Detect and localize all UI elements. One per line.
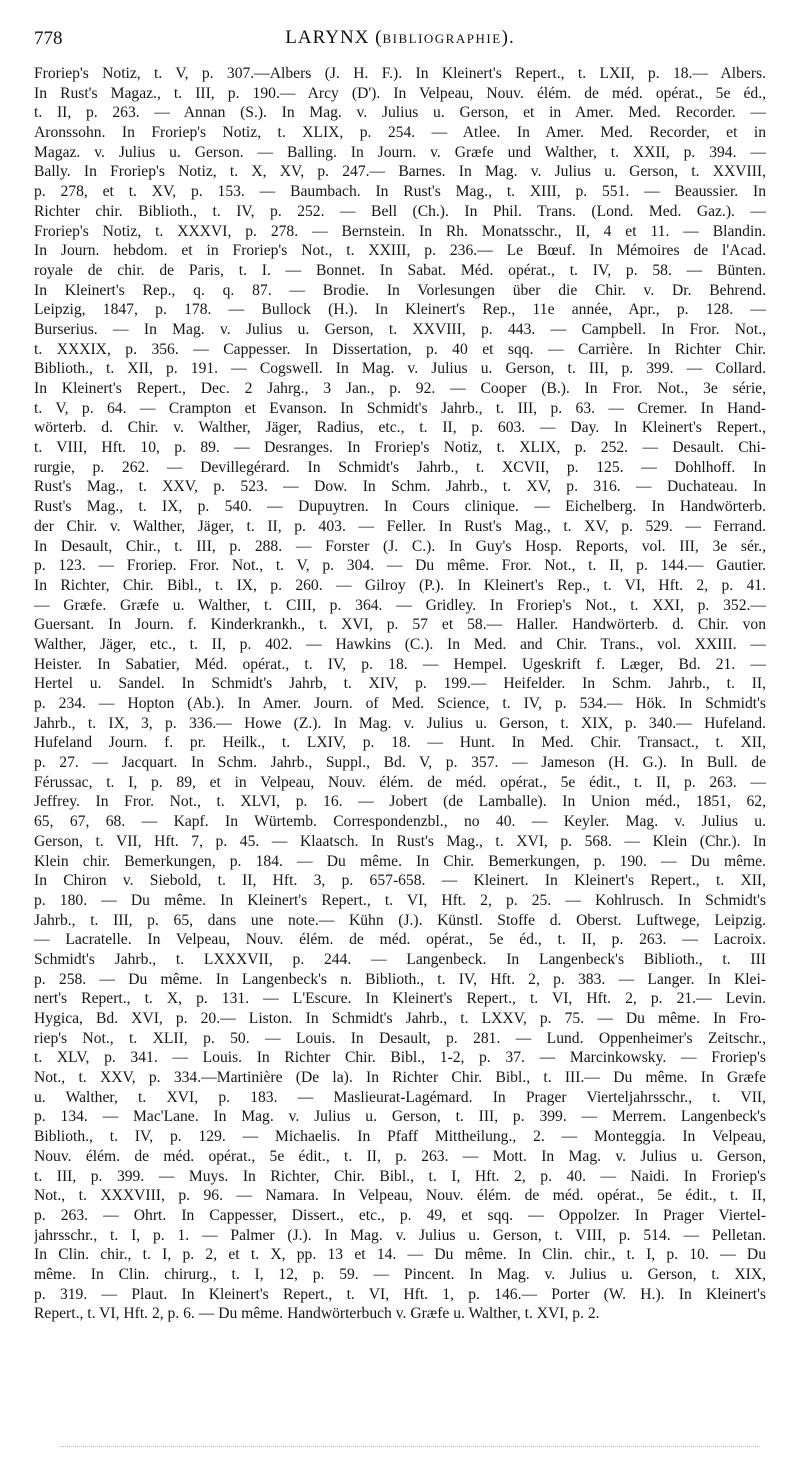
- text-line: In Rust's Magaz., t. III, p. 190.— Arcy (D'). In Velpeau, Nouv. élém. de méd. opérat., 5e éd.,: [34, 84, 766, 102]
- text-line: p. 180. — Du même. In Kleinert's Repert., t. VI, Hft. 2, p. 25. — Kohlrusch. In Schmidt's: [34, 891, 766, 909]
- text-line: Klein chir. Bemerkungen, p. 184. — Du même. In Chir. Bemerkungen, p. 190. — Du même.: [34, 852, 766, 870]
- running-title-end: ).: [501, 27, 515, 48]
- text-line: Hygica, Bd. XVI, p. 20.— Liston. In Schmidt's Jahrb., t. LXXV, p. 75. — Du même. In Fro-: [34, 1010, 766, 1027]
- text-line: Schmidt's Jahrb., t. LXXXVII, p. 244. — Langenbeck. In Langenbeck's Biblioth., t. III: [34, 950, 766, 968]
- text-line: Férussac, t. I, p. 89, et in Velpeau, Nouv. élém. de méd. opérat., 5e édit., t. II, p. 263. —: [34, 773, 766, 791]
- page-number: 778: [34, 28, 63, 49]
- text-line: t. XLV, p. 341. — Louis. In Richter Chir. Bibl., 1-2, p. 37. — Marcinkowsky. — Froriep's: [34, 1049, 766, 1067]
- text-line: In Chiron v. Siebold, t. II, Hft. 3, p. 657-658. — Kleinert. In Kleinert's Repert., t. XII,: [34, 872, 766, 890]
- text-line: wörterb. d. Chir. v. Walther, Jäger, Radius, etc., t. II, p. 603. — Day. In Kleinert's Repert.,: [34, 419, 766, 437]
- text-line: Hufeland Journ. f. pr. Heilk., t. LXIV, p. 18. — Hunt. In Med. Chir. Transact., t. XII,: [34, 734, 766, 752]
- text-line: Jahrb., t. IX, 3, p. 336.— Howe (Z.). In Mag. v. Julius u. Gerson, t. XIX, p. 340.— Hufeland.: [34, 714, 766, 732]
- page-header: [34, 24, 766, 54]
- text-line: In Journ. hebdom. et in Froriep's Not., t. XXIII, p. 236.— Le Bœuf. In Mémoires de l'Acad.: [34, 242, 766, 260]
- text-line: In Clin. chir., t. I, p. 2, et t. X, pp. 13 et 14. — Du même. In Clin. chir., t. I, p. 10. — Du: [34, 1246, 766, 1264]
- text-line: In Desault, Chir., t. III, p. 288. — Forster (J. C.). In Guy's Hosp. Reports, vol. III, 3e sér.,: [34, 537, 766, 555]
- text-line: Hertel u. Sandel. In Schmidt's Jahrb, t. XIV, p. 199.— Heifelder. In Schm. Jahrb., t. II,: [34, 675, 766, 693]
- text-line: p. 134. — Mac'Lane. In Mag. v. Julius u. Gerson, t. III, p. 399. — Merrem. Langenbeck's: [34, 1108, 766, 1126]
- text-line: même. In Clin. chirurg., t. I, 12, p. 59. — Pincent. In Mag. v. Julius u. Gerson, t. XIX,: [34, 1265, 766, 1283]
- running-title-subtitle: BIBLIOGRAPHIE: [382, 31, 502, 46]
- text-line: Burserius. — In Mag. v. Julius u. Gerson, t. XXVIII, p. 443. — Campbell. In Fror. Not.,: [34, 320, 766, 338]
- text-line: t. VIII, Hft. 10, p. 89. — Desranges. In Froriep's Notiz, t. XLIX, p. 252. — Desault. Chi-: [34, 439, 766, 457]
- text-line: Rust's Mag., t. IX, p. 540. — Dupuytren. In Cours clinique. — Eichelberg. In Handwörterb.: [34, 498, 766, 516]
- text-line: Magaz. v. Julius u. Gerson. — Balling. In Journ. v. Græfe und Walther, t. XXII, p. 394. —: [34, 143, 766, 161]
- text-line: In Kleinert's Rep., q. q. 87. — Brodie. In Vorlesungen über die Chir. v. Dr. Behrend.: [34, 281, 766, 299]
- text-line: Biblioth., t. XII, p. 191. — Cogswell. In Mag. v. Julius u. Gerson, t. III, p. 399. — Collard.: [34, 360, 766, 378]
- text-line: rurgie, p. 262. — Devillegérard. In Schmidt's Jahrb., t. XCVII, p. 125. — Dohlhoff. In: [34, 458, 766, 476]
- text-line: p. 319. — Plaut. In Kleinert's Repert., t. VI, Hft. 1, p. 146.— Porter (W. H.). In Kleinert's: [34, 1285, 766, 1303]
- text-line: Walther, Jäger, etc., t. II, p. 402. — Hawkins (C.). In Med. and Chir. Trans., vol. XXIII. —: [34, 635, 766, 653]
- text-line: 65, 67, 68. — Kapf. In Würtemb. Correspondenzbl., no 40. — Keyler. Mag. v. Julius u.: [34, 813, 766, 831]
- text-line: Nouv. élém. de méd. opérat., 5e édit., t. II, p. 263. — Mott. In Mag. v. Julius u. Gerson,: [34, 1147, 766, 1165]
- text-line: — Græfe. Græfe u. Walther, t. CIII, p. 364. — Gridley. In Froriep's Not., t. XXI, p. 352.—: [34, 596, 766, 614]
- text-line: Richter chir. Biblioth., t. IV, p. 252. — Bell (Ch.). In Phil. Trans. (Lond. Med. Gaz.). —: [34, 202, 766, 220]
- running-title-main: LARYNX (: [285, 27, 383, 48]
- text-line: p. 278, et t. XV, p. 153. — Baumbach. In Rust's Mag., t. XIII, p. 551. — Beaussier. In: [34, 183, 766, 201]
- bibliography-text: [34, 64, 766, 1324]
- text-line: t. II, p. 263. — Annan (S.). In Mag. v. Julius u. Gerson, et in Amer. Med. Recorder. —: [34, 104, 766, 122]
- text-line: Rust's Mag., t. XXV, p. 523. — Dow. In Schm. Jahrb., t. XV, p. 316. — Duchateau. In: [34, 478, 766, 496]
- text-line: In Kleinert's Repert., Dec. 2 Jahrg., 3 Jan., p. 92. — Cooper (B.). In Fror. Not., 3e série,: [34, 380, 766, 397]
- text-line: p. 234. — Hopton (Ab.). In Amer. Journ. of Med. Science, t. IV, p. 534.— Hök. In Schmidt's: [34, 695, 766, 712]
- text-line: — Lacratelle. In Velpeau, Nouv. élém. de méd. opérat., 5e éd., t. II, p. 263. — Lacroix.: [34, 931, 766, 949]
- text-line: p. 123. — Froriep. Fror. Not., t. V, p. 304. — Du même. Fror. Not., t. II, p. 144.— Gautier.: [34, 557, 766, 575]
- text-line: Bally. In Froriep's Notiz, t. X, XV, p. 247.— Barnes. In Mag. v. Julius u. Gerson, t. XXVIII,: [34, 163, 766, 181]
- text-line: t. XXXIX, p. 356. — Cappesser. In Dissertation, p. 40 et sqq. — Carrière. In Richter Chir.: [34, 340, 766, 358]
- text-line: Repert., t. VI, Hft. 2, p. 6. — Du même. Handwörterbuch v. Græfe u. Walther, t. XVI, p. 2.: [34, 1305, 600, 1323]
- text-line: nert's Repert., t. X, p. 131. — L'Escure. In Kleinert's Repert., t. VI, Hft. 2, p. 21.— Levin.: [34, 990, 766, 1008]
- text-line: der Chir. v. Walther, Jäger, t. II, p. 403. — Feller. In Rust's Mag., t. XV, p. 529. — Ferrand.: [34, 517, 766, 535]
- text-line: Jahrb., t. III, p. 65, dans une note.— Kühn (J.). Künstl. Stoffe d. Oberst. Luftwege, Leipzig.: [34, 911, 766, 929]
- text-line: t. V, p. 64. — Crampton et Evanson. In Schmidt's Jahrb., t. III, p. 63. — Cremer. In Hand-: [34, 399, 766, 417]
- text-line: p. 258. — Du même. In Langenbeck's n. Biblioth., t. IV, Hft. 2, p. 383. — Langer. In Klei-: [34, 970, 766, 988]
- bottom-rule: [60, 1446, 760, 1447]
- text-line: Froriep's Notiz, t. V, p. 307.—Albers (J. H. F.). In Kleinert's Repert., t. LXII, p. 18.— Albers.: [34, 65, 766, 82]
- text-line: Leipzig, 1847, p. 178. — Bullock (H.). In Kleinert's Rep., 11e année, Apr., p. 128. —: [34, 301, 766, 319]
- text-line: p. 263. — Ohrt. In Cappesser, Dissert., etc., p. 49, et sqq. — Oppolzer. In Prager Viertel-: [34, 1206, 766, 1224]
- text-line: Aronssohn. In Froriep's Notiz, t. XLIX, p. 254. — Atlee. In Amer. Med. Recorder, et in: [34, 124, 766, 142]
- text-line: Gerson, t. VII, Hft. 7, p. 45. — Klaatsch. In Rust's Mag., t. XVI, p. 568. — Klein (Chr.). In: [34, 832, 766, 850]
- text-line: Not., t. XXV, p. 334.—Martinière (De la). In Richter Chir. Bibl., t. III.— Du même. In Græfe: [34, 1069, 766, 1087]
- text-line: Biblioth., t. IV, p. 129. — Michaelis. In Pfaff Mittheilung., 2. — Monteggia. In Velpeau,: [34, 1128, 766, 1146]
- text-line: Heister. In Sabatier, Méd. opérat., t. IV, p. 18. — Hempel. Ugeskrift f. Læger, Bd. 21. —: [34, 655, 766, 673]
- text-line: riep's Not., t. XLII, p. 50. — Louis. In Desault, p. 281. — Lund. Oppenheimer's Zeitschr.,: [34, 1029, 766, 1047]
- text-line: t. III, p. 399. — Muys. In Richter, Chir. Bibl., t. I, Hft. 2, p. 40. — Naidi. In Froriep's: [34, 1167, 766, 1185]
- text-line: u. Walther, t. XVI, p. 183. — Maslieurat-Lagémard. In Prager Vierteljahrsschr., t. VII,: [34, 1088, 766, 1106]
- text-line: p. 27. — Jacquart. In Schm. Jahrb., Suppl., Bd. V, p. 357. — Jameson (H. G.). In Bull. de: [34, 754, 766, 772]
- text-line: jahrsschr., t. I, p. 1. — Palmer (J.). In Mag. v. Julius u. Gerson, t. VIII, p. 514. — Pelletan.: [34, 1226, 766, 1244]
- text-line: In Richter, Chir. Bibl., t. IX, p. 260. — Gilroy (P.). In Kleinert's Rep., t. VI, Hft. 2, p. 41.: [34, 576, 766, 594]
- text-line: royale de chir. de Paris, t. I. — Bonnet. In Sabat. Méd. opérat., t. IV, p. 58. — Bünten.: [34, 261, 766, 279]
- text-line: Guersant. In Journ. f. Kinderkrankh., t. XVI, p. 57 et 58.— Haller. Handwörterb. d. Chir. von: [34, 616, 766, 634]
- text-line: Froriep's Notiz, t. XXXVI, p. 278. — Bernstein. In Rh. Monatsschr., II, 4 et 11. — Blandin.: [34, 222, 766, 240]
- text-line: Not., t. XXXVIII, p. 96. — Namara. In Velpeau, Nouv. élém. de méd. opérat., 5e édit., t. II,: [34, 1187, 766, 1205]
- text-line: Jeffrey. In Fror. Not., t. XLVI, p. 16. — Jobert (de Lamballe). In Union méd., 1851, 62,: [34, 793, 766, 811]
- running-title: [34, 27, 766, 49]
